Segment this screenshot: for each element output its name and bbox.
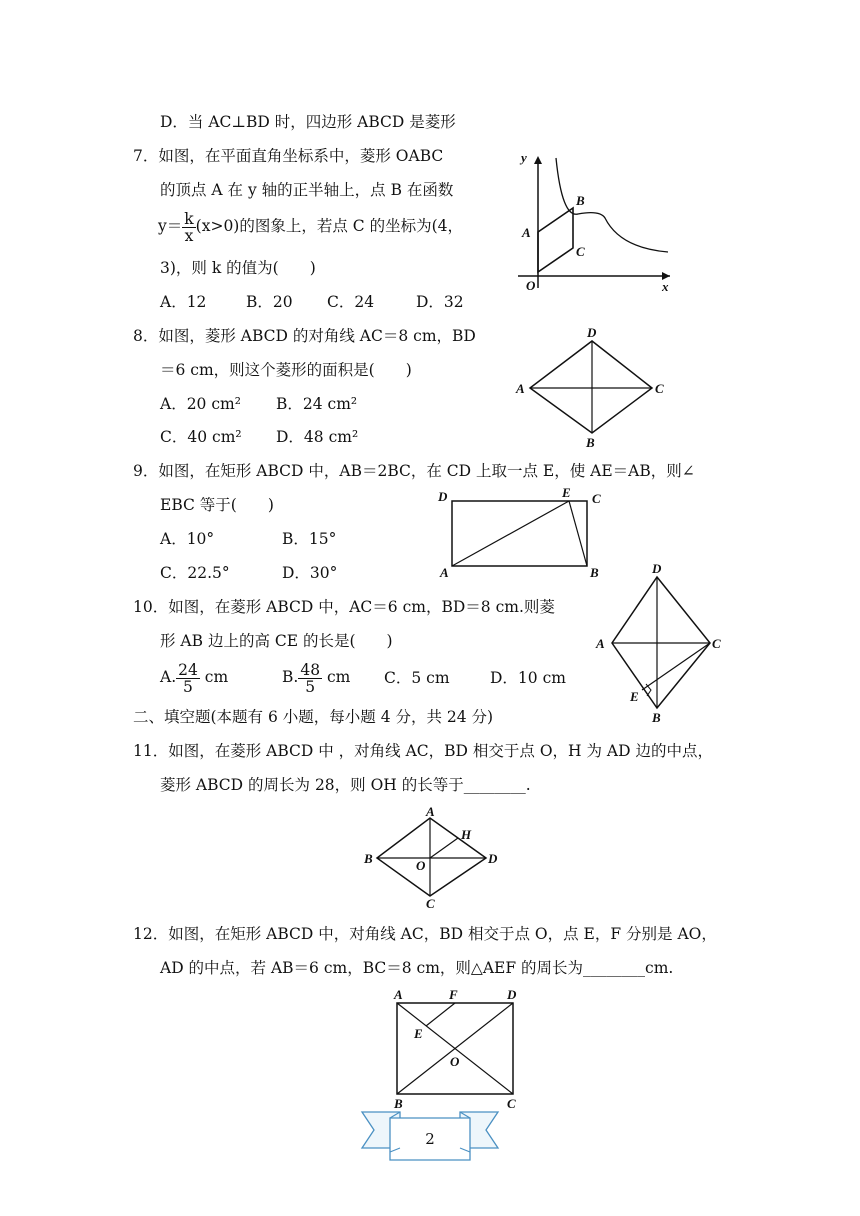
q9-stem-line2: EBC 等于( ) [160, 496, 274, 514]
q11-label-b: B [364, 851, 373, 866]
q7-label-c: C [576, 244, 585, 259]
q9-label-a: A [440, 565, 449, 580]
q12-segment-ef [426, 1003, 455, 1026]
q11-label-c: C [426, 896, 435, 911]
q10-rhombus-figure [590, 560, 730, 728]
q9-label-c: C [592, 491, 601, 506]
q12-stem-line2: AD 的中点，若 AB＝6 cm，BC＝8 cm，则△AEF 的周长为________cm. [160, 959, 674, 977]
q7-label-a: A [522, 225, 531, 240]
q10-label-c: C [712, 636, 721, 651]
q8-option-c: C．40 cm² [160, 428, 242, 446]
q11-stem-line2: 菱形 ABCD 的周长为 28，则 OH 的长等于________. [160, 776, 531, 794]
q12-label-f: F [449, 987, 458, 1002]
q9-label-d: D [438, 489, 448, 504]
q8-label-c: C [655, 381, 664, 396]
q7-option-a: A．12 [160, 293, 207, 311]
q8-label-a: A [516, 381, 525, 396]
q9-option-b: B．15° [282, 530, 337, 548]
q9-segment-eb [569, 501, 587, 566]
q11-label-d: D [488, 851, 498, 866]
q7-rhombus-oabc [538, 208, 573, 272]
q10-option-b-unit: cm [322, 668, 351, 686]
q12-label-b: B [394, 1096, 403, 1111]
q9-rectangle-figure [434, 484, 604, 582]
q7-label-y: y [521, 150, 527, 165]
q10-option-b-fraction [298, 662, 322, 695]
q12-stem-line1: 12．如图，在矩形 ABCD 中，对角线 AC，BD 相交于点 O，点 E，F 分别是 AO， [133, 925, 717, 943]
q9-option-d: D．30° [282, 564, 338, 582]
q8-option-a: A．20 cm² [160, 395, 241, 413]
q10-option-a-unit: cm [199, 668, 229, 686]
q7-stem-line3 [158, 210, 463, 244]
q11-segment-oh [430, 838, 458, 858]
q10-option-b [282, 659, 350, 695]
q10-option-b-den: 5 [305, 677, 316, 696]
q9-segment-ae [452, 501, 569, 566]
q7-fraction-num: k [184, 209, 194, 228]
q10-label-d: D [652, 561, 662, 576]
q11-label-h: H [461, 827, 472, 842]
q10-option-a [160, 659, 228, 695]
q8-option-b: B．24 cm² [276, 395, 358, 413]
q10-option-b-num: 48 [300, 660, 321, 679]
q10-option-a-den: 5 [183, 677, 193, 696]
q9-stem-line1: 9．如图，在矩形 ABCD 中，AB＝2BC，在 CD 上取一点 E，使 AE＝AB，则∠ [133, 462, 695, 480]
q12-label-d: D [507, 987, 517, 1002]
q6-option-d: D．当 AC⊥BD 时，四边形 ABCD 是菱形 [160, 113, 456, 131]
q11-stem-line1: 11．如图，在菱形 ABCD 中 ，对角线 AC，BD 相交于点 O，H 为 AD 边的中点， [133, 742, 713, 760]
q9-label-b: B [590, 565, 599, 580]
q7-function-suffix: (x>0)的图象上，若点 C 的坐标为(4， [195, 217, 463, 235]
q7-stem-line1: 7．如图，在平面直角坐标系中，菱形 OABC [133, 147, 444, 165]
q7-stem-line4: 3)，则 k 的值为( ) [160, 259, 316, 277]
q7-option-b: B．20 [246, 293, 293, 311]
q8-rhombus-figure [510, 326, 670, 450]
q9-rectangle-abcd [452, 501, 587, 566]
q8-option-d: D．48 cm² [276, 428, 359, 446]
q7-y-arrow-icon [534, 156, 542, 164]
q7-label-b: B [576, 193, 585, 208]
q10-option-a-prefix: A. [160, 668, 177, 686]
q12-label-o: O [450, 1054, 460, 1069]
q12-label-c: C [507, 1096, 516, 1111]
q10-option-a-num: 24 [178, 660, 198, 679]
q7-option-d: D．32 [416, 293, 464, 311]
q7-fraction-den: x [184, 226, 194, 245]
q8-label-d: D [587, 326, 597, 340]
q7-coordinate-figure [510, 148, 680, 298]
q8-stem-line1: 8．如图，菱形 ABCD 的对角线 AC＝8 cm，BD [133, 327, 476, 345]
q10-option-b-prefix: B. [282, 668, 299, 686]
q11-label-o: O [416, 858, 426, 873]
q10-label-b: B [652, 710, 661, 725]
page-number: 2 [425, 1130, 435, 1148]
q7-label-x: x [662, 279, 669, 294]
q12-label-a: A [394, 987, 403, 1002]
q10-label-e: E [630, 689, 639, 704]
q11-label-a: A [426, 804, 435, 819]
section-2-heading: 二、填空题(本题有 6 小题，每小题 4 分，共 24 分) [133, 708, 494, 726]
q9-option-a: A．10° [160, 530, 215, 548]
q8-stem-line2: ＝6 cm，则这个菱形的面积是( ) [160, 361, 412, 379]
q10-option-c: C．5 cm [384, 669, 450, 687]
q9-option-c: C．22.5° [160, 564, 230, 582]
q9-label-e: E [562, 485, 571, 500]
q10-option-d: D．10 cm [490, 669, 566, 687]
q8-label-b: B [586, 435, 595, 450]
q7-label-o: O [526, 278, 536, 293]
q10-stem-line1: 10．如图，在菱形 ABCD 中，AC＝6 cm，BD＝8 cm.则菱 [133, 598, 555, 616]
q7-function-prefix: y＝ [158, 217, 183, 235]
q7-fraction [182, 211, 195, 244]
q12-rectangle-figure [384, 986, 534, 1114]
q10-option-a-fraction [176, 662, 200, 695]
q10-label-a: A [596, 636, 605, 651]
q8-rhombus-abcd [530, 341, 652, 433]
q7-option-c: C．24 [327, 293, 375, 311]
q10-stem-line2: 形 AB 边上的高 CE 的长是( ) [160, 632, 393, 650]
q10-height-ce [642, 643, 710, 690]
q12-label-e: E [414, 1026, 423, 1041]
page-number-ribbon [360, 1108, 500, 1164]
q7-stem-line2: 的顶点 A 在 y 轴的正半轴上，点 B 在函数 [160, 181, 454, 199]
q11-rhombus-figure [360, 804, 510, 912]
